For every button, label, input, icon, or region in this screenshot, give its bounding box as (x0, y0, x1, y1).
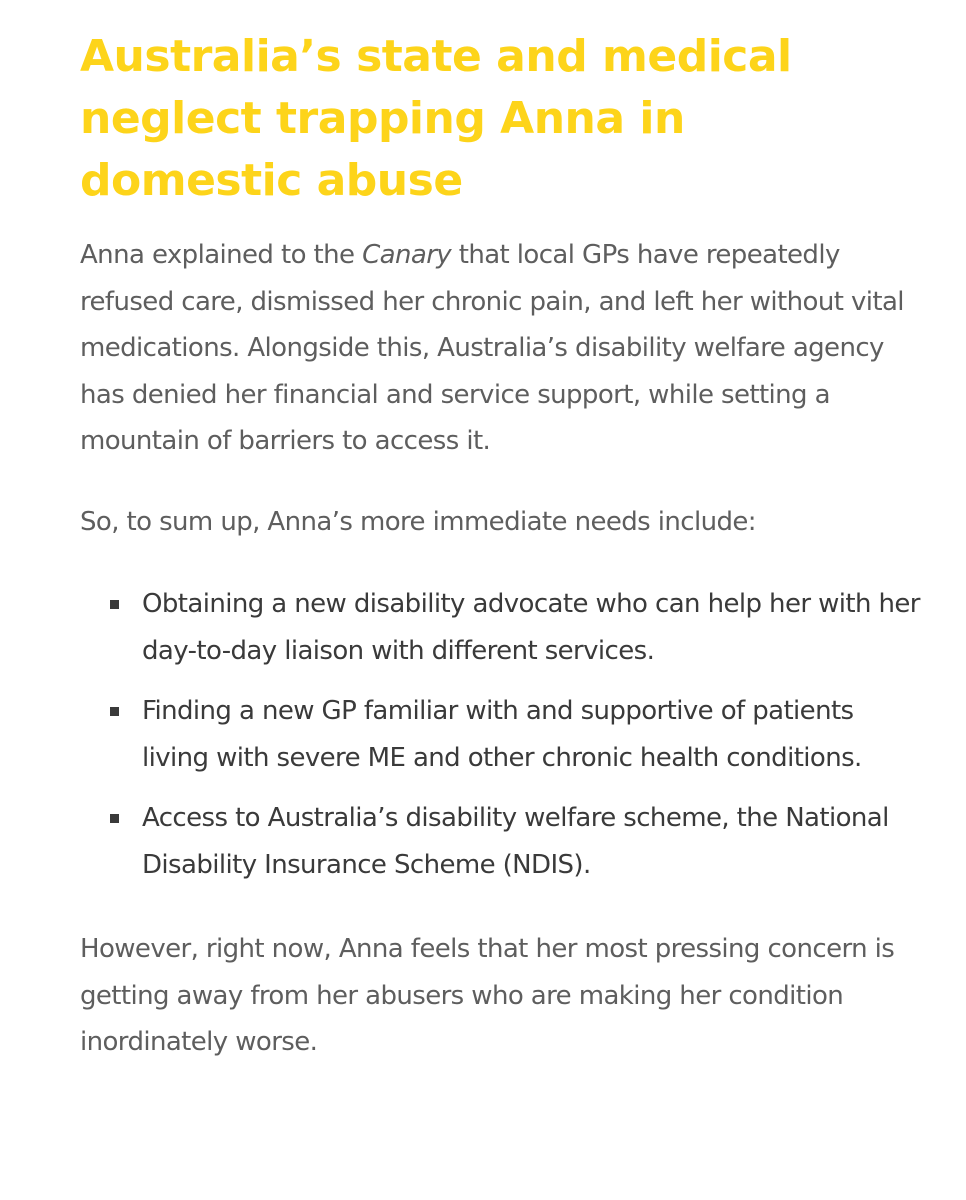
article-body (80, 26, 920, 1066)
list-item-text: Access to Australia’s disability welfare scheme, the National Disability Insurance Scheme (NDIS). (142, 803, 889, 880)
square-bullet-icon (110, 707, 119, 716)
article-headline: Australia’s state and medical neglect trapping Anna in domestic abuse (80, 31, 792, 206)
intro-paragraph (80, 232, 920, 465)
publication-name: Canary (362, 240, 452, 270)
square-bullet-icon (110, 814, 119, 823)
square-bullet-icon (110, 600, 119, 609)
summary-lead-paragraph: So, to sum up, Anna’s more immediate needs include: (80, 506, 756, 537)
list-item (142, 581, 920, 674)
list-item-text: Finding a new GP familiar with and supportive of patients living with severe ME and other chronic health conditions. (142, 696, 862, 773)
intro-text-end: that local GPs have repeatedly refused care, dismissed her chronic pain, and left her without vital medications. Alongside this, Australia’s disability welfare agency has denied her financial and service support, while setting a mountain of barriers to access it. (80, 240, 904, 456)
list-item (142, 795, 920, 888)
list-item (142, 688, 920, 781)
needs-list (80, 581, 920, 888)
closing-paragraph: However, right now, Anna feels that her most pressing concern is getting away from her abusers who are making her condition inordinately worse. (80, 934, 895, 1057)
intro-text-start: Anna explained to the (80, 240, 363, 270)
list-item-text: Obtaining a new disability advocate who can help her with her day-to-day liaison with different services. (142, 589, 920, 666)
